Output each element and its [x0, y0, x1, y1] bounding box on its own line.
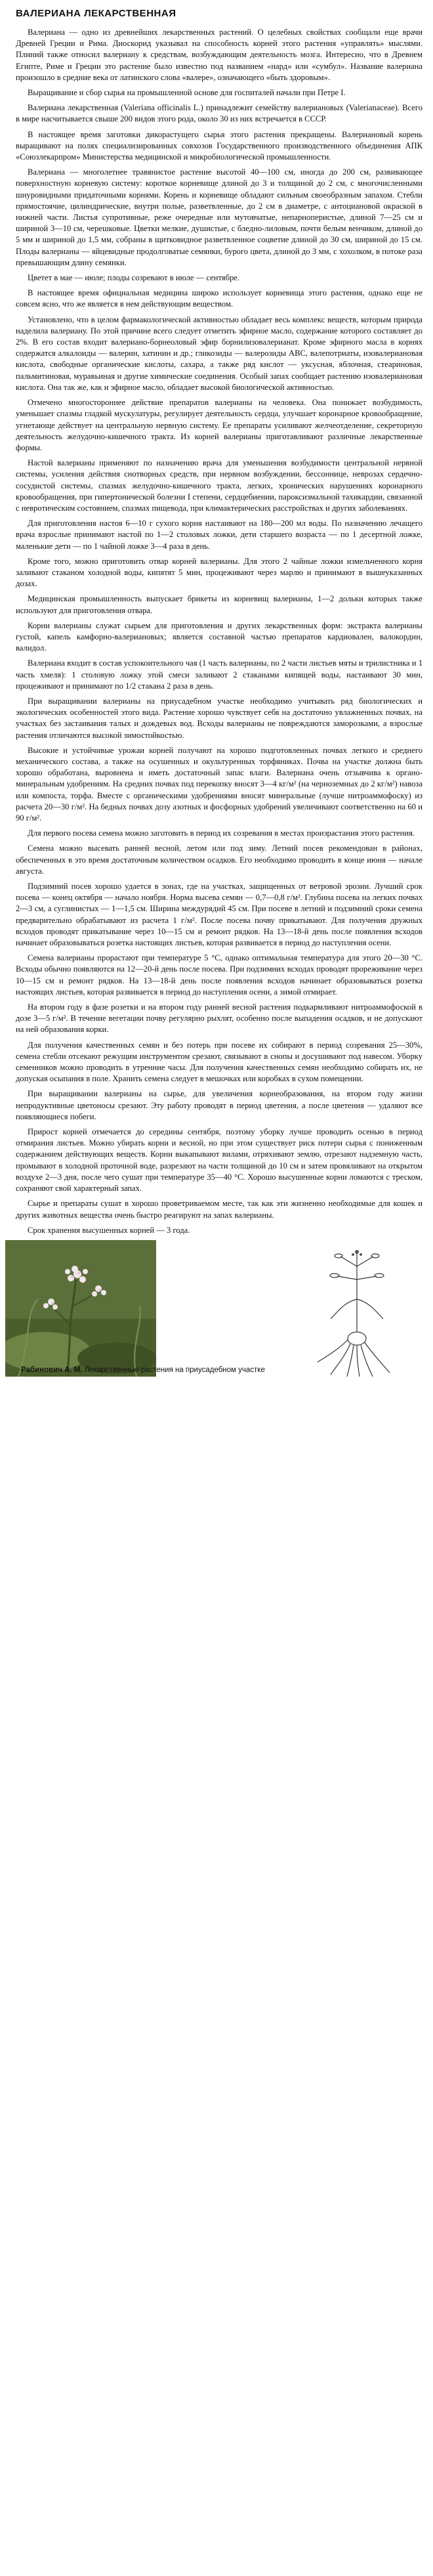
paragraph: Валериана лекарственная (Valeriana officinalis L.) принадлежит семейству валериановых (Valerianaceae). Всего в мире насчитывается свыше 200 видов этого рода, около 30 из них встречается в СССР. — [16, 103, 423, 124]
paragraph: Выращивание и сбор сырья на промышленной основе для госпиталей начали при Петре I. — [28, 88, 346, 98]
paragraph: Семена валерианы прорастают при температуре 5 °C, однако оптимальная температура для этого 20—30 °C. Всходы обычно появляются на 12—20-й день после посева. При подзимних всходах проводят прореживание через 10—15 см и ремонт рядков. На 13—18-й день после появления всходов начинает образовываться розетка настоящих листьев, которая развивается в период до наступления осени, а зимой отмирает. — [16, 953, 423, 997]
paragraph: Для приготовления настоя 6—10 г сухого корня настаивают на 180—200 мл воды. По назначению лечащего врача взрослые принимают настой по 1—2 столовых ложки, дети старшего возраста — по 1 десертной ложке, маленькие дети — по 1 чайной ложке 3—4 раза в день. — [16, 519, 423, 551]
paragraph: Прирост корней отмечается до середины сентября, поэтому уборку лучше проводить осенью в период отмирания листьев. Можно убирать корни и весной, но при этом существует риск потери сырья с пониженным содержанием действующих веществ. Корни выкапывают вилами, отряхивают землю, отрезают надземную часть, промывают в холодной проточной воде, разрезают на части толщиной до 10 см и затем провяливают на открытом воздухе 2—3 дня, после чего сушат при температуре 35—40 °C. Хорошо высушенные корни ломаются с треском, сохраняют свой характерный запах. — [16, 1127, 423, 1193]
paragraph: Валериана входит в состав успокоительного чая (1 часть валерианы, по 2 части листьев мяты и трилистника и 1 часть хмеля): 1 столовую ложку этой смеси заливают 2 стаканами кипящей воды, настаивают 30 мин, процеживают и принимают по 1/2 стакана 2 раза в день. — [16, 658, 423, 691]
paragraph: В настоящее время заготовки дикорастущего сырья этого растения прекращены. Валериановый корень выращивают на полях специализированных совхозов Государственного производственного объединения АПК «Союзлекарпром» Министерства медицинской и микробиологической промышленности. — [16, 129, 423, 162]
figures — [16, 1240, 423, 1377]
paragraph: При выращивании валерианы на приусадебном участке необходимо учитывать ряд биологических и экологических особенностей этого вида. Растение хорошо чувствует себя на достаточно увлажненных почвах, на участках без застаивания талых и дождевых вод. Всходы валерианы не повреждаются заморозками, а взрослые растения отличаются высокой зимостойкостью. — [16, 696, 423, 740]
paragraph: Для первого посева семена можно заготовить в период их созревания в местах произрастания этого растения. — [28, 828, 415, 838]
paragraph: При выращивании валерианы на сырье, для увеличения корнеобразования, на втором году жизни непродуктивные цветоносы срезают. Эту работу проводят в период цветения, а после цветения — удаляют все появляющиеся побеги. — [16, 1089, 423, 1121]
paragraph: Цветет в мае — июле; плоды созревают в июле — сентябре. — [28, 273, 240, 283]
paragraph: Отмечено многостороннее действие препаратов валерианы на человека. Она понижает возбудимость, уменьшает спазмы гладкой мускулатуры, регулирует деятельность сердца, улучшает коронарное кровообращение, угнетающе действует на центральную нервную систему. Ее препараты усиливают желчеотделение, секреторную деятельность желудочно-кишечного тракта. Из корней валерианы приготавливают различные лекарственные формы. — [16, 398, 423, 452]
paragraph: Срок хранения высушенных корней — 3 года. — [28, 1225, 190, 1235]
source-author: Рабинович А. М. — [21, 1365, 83, 1374]
paragraph: Медицинская промышленность выпускает брикеты из корневищ валерианы, 1—2 дольки которых также используют для приготовления отвара. — [16, 594, 423, 615]
article-title: ВАЛЕРИАНА ЛЕКАРСТВЕННАЯ — [16, 8, 176, 19]
paragraph: Установлено, что в целом фармакологической активностью обладает весь комплекс веществ, которым природа наделила валериану. По этой причине всего следует отметить эфирное масло, содержание которого составляет до 2%. В его состав входит валериано-борнеоловый эфир борнилизовалерианат. Кроме эфирного масла в корнях содержатся алкалоиды — валерин, хатинин и др.; гликозиды — валерозиды АВС, валепотриаты, изовалериановая кислота, свободные органические кислоты, сахара, а также ряд кислот — уксусная, яблочная, стеариновая, пальмитиновая, муравьиная и другие химические соединения. Особый запах сообщает растению изовалериановая кислота. Она так же, как и эфирное масло, обладает высокой биологической активностью. — [16, 314, 423, 392]
valerian-flower-photo — [5, 1240, 156, 1377]
valerian-botanical-drawing — [291, 1240, 423, 1377]
paragraph: Семена можно высевать ранней весной, летом или под зиму. Летний посев рекомендован в районах, обеспеченных в это время достаточным количеством осадков. Его необходимо проводить в конце июня — начале августа. — [16, 844, 423, 876]
paragraph: Валериана — одно из древнейших лекарственных растений. О целебных свойствах сообщали еще врачи Древней Греции и Рима. Диоскорид указывал на способность корней этого растения «управлять» мыслями. Плиний также относил валериану к средствам, возбуждающим деятельность мозга. Интересно, что в Древнем Египте, Риме и Греции это растение было известно под названием «нард» или «сумбул». Название валериана произошло в средние века от латинского слова «валере», означающего «быть здоровым». — [16, 28, 423, 82]
article-body — [16, 27, 423, 1236]
paragraph: Высокие и устойчивые урожаи корней получают на хорошо подготовленных почвах легкого и среднего механического состава, а также на осушенных и окультуренных торфяниках. Почва на участке должна быть хорошо обработана, выровнена и иметь достаточный запас влаги. Валериана очень отзывчива к органо-минеральным удобрениям. На средних почвах под перекопку вносят 3—4 кг/м² (на черноземных до 2 кг/м²) навоза или компоста, торфа. Вместе с органическими удобрениями вносят минеральные (лучше нитроаммофоску) из расчета 20—30 г/м². На бедных почвах дозу азотных и фосфорных удобрений увеличивают соответственно на 60 и 90 г/м². — [16, 745, 423, 823]
paragraph: Подзимний посев хорошо удается в зонах, где на участках, защищенных от ветровой эрозии. Лучший срок посева — конец октября — начало ноября. Норма высева семян — 0,7—0,8 г/м². Глубина посева на легких почвах 2—3 см, а суглинистых — 1—1,5 см. Ширина междурядий 45 см. При посеве в летний и подзимний сроки семена предварительно обрабатывают из расчета 1 г/м². После посева почву прикатывают. Для получения дружных всходов проводят прикатывание через 10—15 см и ремонт рядков. На 13—18-й день после появления всходов начинает образовываться розетка настоящих листьев, которая развивается в период до наступления осени. — [16, 882, 423, 948]
paragraph: Валериана — многолетнее травянистое растение высотой 40—100 см, иногда до 200 см, развивающее поверхностную корневую систему: короткое корневище длиной до 3 и толщиной до 2 см, с многочисленными шнуровидными придаточными корнями. Корень и корневище обладают сильным своеобразным запахом. Стебли прямостоячие, цилиндрические, внутри полые, разветвленные, до 2 см в диаметре, с антоциановой окраской в нижней части. Листья супротивные, реже очередные или мутовчатые, непарноперистые, длиной 7—25 см и шириной 3—10 см, черешковые. Цветки мелкие, душистые, с бледно-лиловым, почти белым венчиком, длиной до 5 мм и шириной до 1,5 мм, собраны в щитковидное разветвленное соцветие длиной до 30 см, шириной до 15 см. Плоды валерианы — яйцевидные продолговатые семянки, бурого цвета, длиной до 3 мм, с хохолком, в потоке раза превышающим длину семянки. — [16, 167, 423, 267]
paragraph: Для получения качественных семян и без потерь при посеве их собирают в период созревания 25—30%, семена стебли отсекают режущим инструментом срезают, связывают в снопы и досушивают под навесом. Уборку семенников можно проводить в утренние часы. Для получения качественных семян необходимо собирать их, не допуская осыпания в поле. Хранить семена следует в мешочках или коробках в сухом помещении. — [16, 1040, 423, 1084]
paragraph: Настой валерианы применяют по назначению врача для уменьшения возбудимости центральной нервной системы, усиления действия снотворных средств, при нервном возбуждении, бессоннице, неврозах сердечно-сосудистой системы, спазмах желудочно-кишечного тракта, легких, хронических нарушениях коронарного кровообращения, при гипертонической болезни I степени, сердцебиении, пароксизмальной тахикардии, связанной с невротическим состоянием, спазмах пищевода, при климактерических расстройствах и других заболеваниях. — [16, 458, 423, 513]
paragraph: Сырье и препараты сушат в хорошо проветриваемом месте, так как эти жизненно необходимые для кошек и других животных вещества очень быстро реагируют на запах валерианы. — [16, 1199, 423, 1220]
paragraph: Кроме того, можно приготовить отвар корней валерианы. Для этого 2 чайные ложки измельченного корня заливают стаканом холодной воды, кипятят 5 мин, процеживают через марлю и принимают в вышеуказанных дозах. — [16, 556, 423, 589]
source-book: Лекарственные растения на приусадебном участке — [84, 1365, 265, 1374]
source-caption — [21, 1366, 265, 1374]
paragraph: Корни валерианы служат сырьем для приготовления и других лекарственных форм: экстракта валерианы густой, капель камфорно-валериановых; является составной частью препаратов кардиовален, валокордин, валидол. — [16, 620, 423, 653]
paragraph: В настоящее время официальная медицина широко использует корневища этого растения, однако еще не совсем ясно, что же является в нем действующим веществом. — [16, 288, 423, 309]
paragraph: На втором году в фазе розетки и на втором году ранней весной растения подкармливают нитроаммофоской в дозе 3—5 г/м². В течение вегетации почву регулярно рыхлят, особенно после выпадения осадков, и не допускают на ней образования корки. — [16, 1002, 423, 1035]
